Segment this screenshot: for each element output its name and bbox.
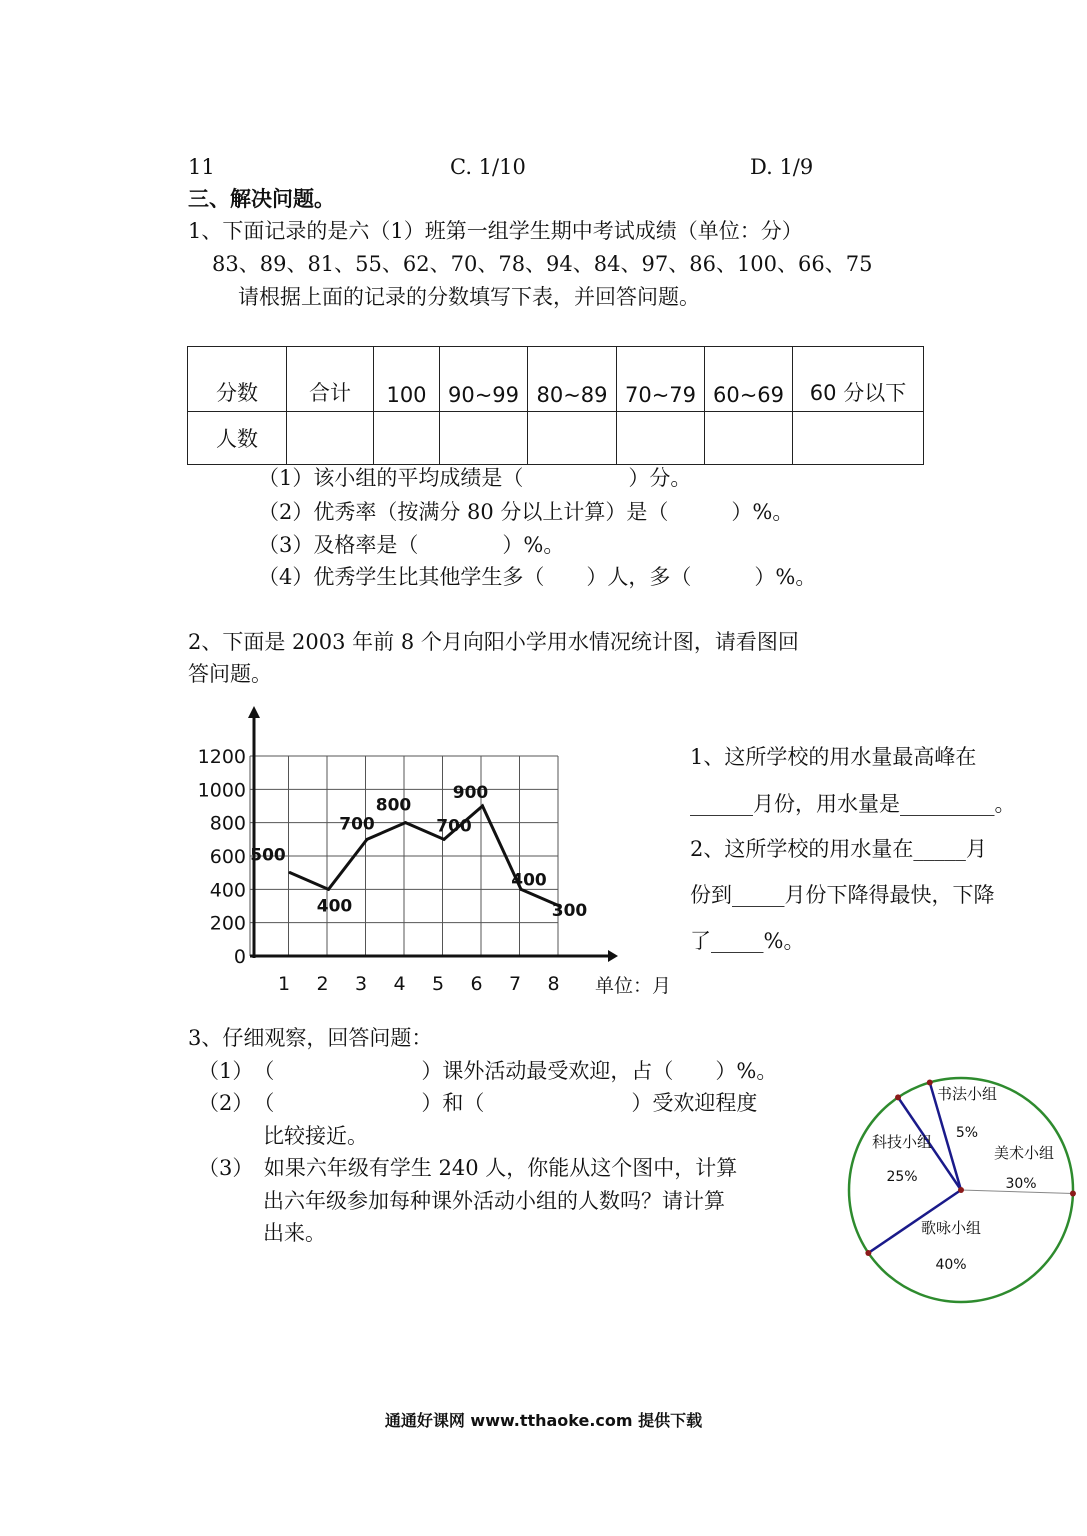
pie-radius-dot (865, 1250, 871, 1256)
table-header-cell: 90~99 (440, 347, 528, 412)
x-axis-arrow (608, 950, 618, 962)
data-point (443, 838, 446, 841)
y-tick-label: 400 (209, 879, 246, 902)
data-point (289, 871, 292, 874)
score-table (187, 346, 924, 465)
x-tick-label: 3 (354, 973, 368, 995)
option-c: C. 1/10 (450, 155, 526, 179)
q2-question-4: 份到_____月份下降得最快，下降 (690, 883, 995, 907)
q3-sub-3-end: 出来。 (263, 1221, 326, 1245)
x-tick-label: 2 (316, 973, 329, 995)
pie-slice-value: 25% (886, 1169, 918, 1185)
table-cell (617, 412, 705, 465)
table-header-cell: 60~69 (705, 347, 793, 412)
table-cell (528, 412, 617, 465)
q2-question-1: 1、这所学校的用水量最高峰在 (690, 745, 977, 769)
y-tick-label: 200 (209, 912, 246, 935)
data-label: 300 (551, 901, 588, 921)
option-d: D. 1/9 (750, 155, 814, 179)
data-label: 800 (375, 795, 412, 816)
data-point (327, 888, 330, 891)
q1-sub-3: （3）及格率是（ ）%。 (258, 533, 565, 557)
q3-sub-2-cont: 比较接近。 (263, 1124, 368, 1148)
pie-center-dot (958, 1187, 964, 1193)
pie-slice-value: 5% (955, 1125, 979, 1141)
pie-slice-label: 书法小组 (936, 1085, 998, 1103)
q3-stem: 3、仔细观察，回答问题： (188, 1026, 433, 1050)
water-usage-line-chart (190, 700, 672, 997)
table-cell (705, 412, 793, 465)
table-header-cell: 60 分以下 (793, 347, 924, 412)
x-tick-label: 8 (547, 973, 560, 995)
pie-radius-dot (895, 1094, 901, 1100)
q3-sub-2: （2） （ ）和（ ）受欢迎程度 (198, 1091, 758, 1115)
y-tick-label: 0 (233, 946, 246, 968)
q2-question-2: ______月份，用水量是_________。 (690, 792, 1016, 816)
data-point (366, 838, 369, 841)
pie-radius-dot (927, 1079, 933, 1085)
table-header-cell: 分数 (188, 347, 287, 412)
data-point (404, 821, 407, 824)
q2-question-3: 2、这所学校的用水量在_____月 (690, 837, 987, 861)
q3-sub-3-cont: 出六年级参加每种课外活动小组的人数吗？请计算 (263, 1189, 725, 1213)
data-label: 500 (250, 845, 286, 866)
q1-sub-1: （1）该小组的平均成绩是（ ）分。 (258, 466, 692, 490)
pie-radius-dot (1070, 1191, 1076, 1197)
section-title: 三、解决问题。 (188, 187, 335, 211)
q1-stem: 1、下面记录的是六（1）班第一组学生期中考试成绩（单位：分） (188, 219, 803, 243)
y-tick-label: 800 (209, 812, 246, 835)
data-label: 400 (511, 870, 547, 891)
table-row-label: 人数 (188, 412, 287, 465)
x-tick-label: 6 (470, 973, 483, 995)
pie-slice-label: 科技小组 (871, 1133, 933, 1151)
y-axis-arrow (248, 706, 260, 718)
data-label: 700 (339, 814, 375, 835)
table-cell (287, 412, 374, 465)
data-point (481, 805, 484, 808)
options-left: 11 (188, 155, 215, 179)
q2-stem-1: 2、下面是 2003 年前 8 个月向阳小学用水情况统计图，请看图回 (188, 630, 799, 654)
table-cell (793, 412, 924, 465)
pie-slice-label: 歌咏小组 (920, 1219, 982, 1237)
data-label: 400 (316, 896, 353, 917)
q1-sub-2: （2）优秀率（按满分 80 分以上计算）是（ ）%。 (258, 500, 794, 524)
table-header-cell: 80~89 (528, 347, 617, 412)
activity-pie-chart (840, 1063, 1080, 1313)
x-tick-label: 4 (393, 973, 406, 995)
pie-slice-label: 美术小组 (993, 1144, 1055, 1162)
q1-scores: 83、89、81、55、62、70、78、94、84、97、86、100、66、75 (212, 252, 873, 276)
y-tick-label: 1200 (197, 746, 246, 768)
footer-credit: 通通好课网 www.tthaoke.com 提供下载 (384, 1411, 703, 1430)
x-tick-label: 7 (508, 973, 522, 995)
table-cell (440, 412, 528, 465)
data-label: 900 (452, 783, 489, 803)
data-label: 700 (436, 816, 472, 837)
q1-sub-4: （4）优秀学生比其他学生多（ ）人，多（ ）%。 (258, 565, 817, 589)
q3-sub-3: （3） 如果六年级有学生 240 人，你能从这个图中，计算 (198, 1156, 738, 1180)
table-header-cell: 100 (374, 347, 440, 412)
pie-slice-value: 30% (1005, 1176, 1037, 1192)
x-tick-label: 5 (431, 973, 445, 995)
x-axis-label: 单位：月 (595, 975, 672, 997)
q3-sub-1: （1） （ ）课外活动最受欢迎，占（ ）%。 (198, 1059, 778, 1083)
q2-question-5: 了_____%。 (690, 929, 805, 953)
y-tick-label: 600 (209, 846, 246, 868)
q2-stem-2: 答问题。 (188, 662, 272, 686)
pie-slice-value: 40% (935, 1257, 967, 1273)
table-cell (374, 412, 440, 465)
q1-instruction: 请根据上面的记录的分数填写下表，并回答问题。 (238, 285, 700, 309)
y-tick-label: 1000 (197, 779, 246, 802)
x-tick-label: 1 (277, 973, 291, 995)
table-header-cell: 合计 (287, 347, 374, 412)
table-header-cell: 70~79 (617, 347, 705, 412)
